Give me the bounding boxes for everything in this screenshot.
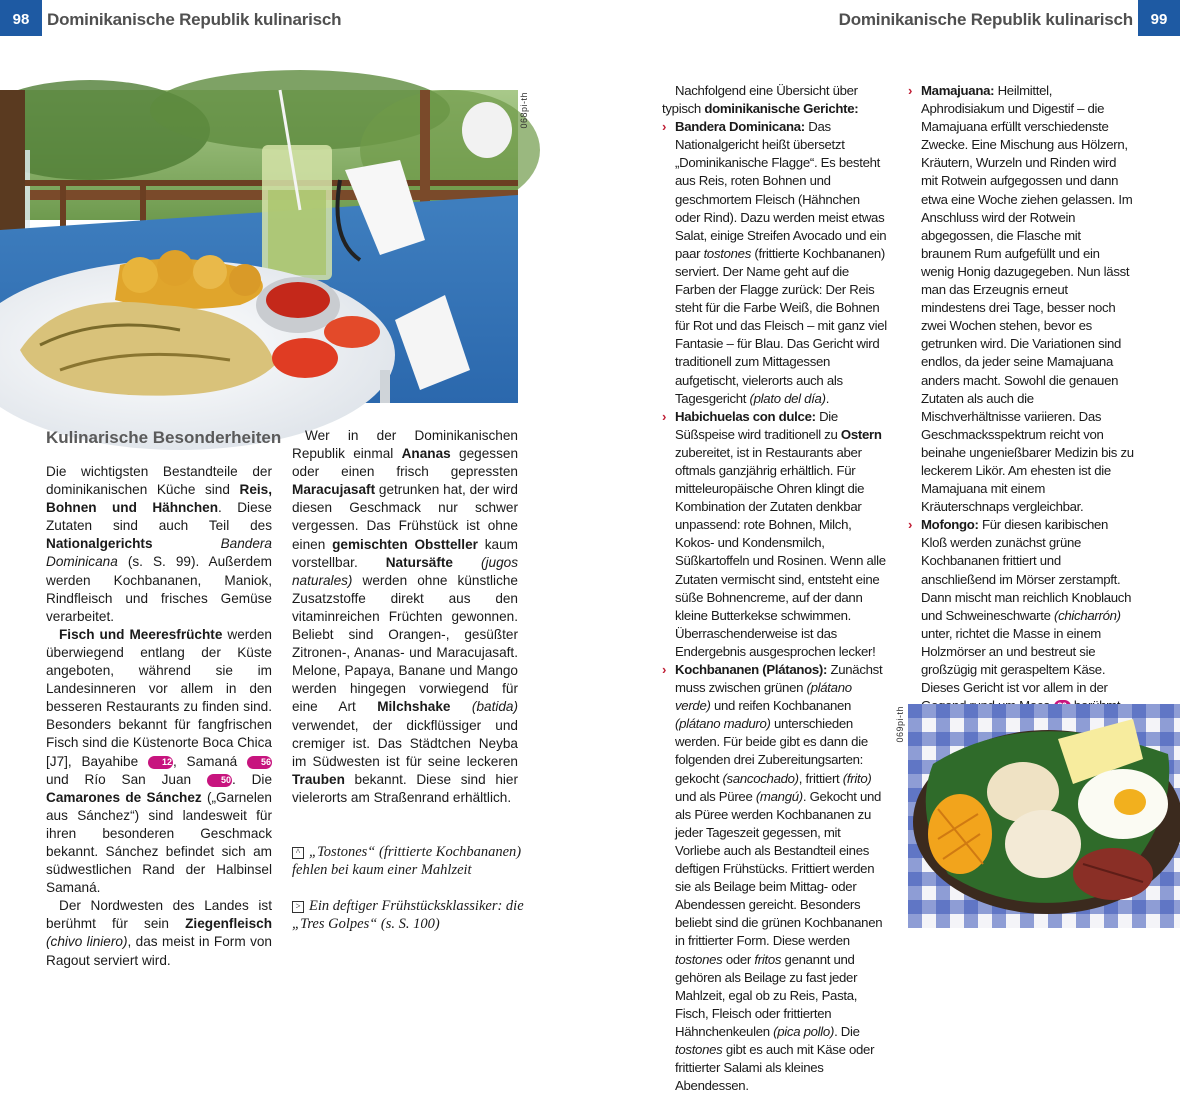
middle-column (292, 427, 518, 807)
list-item: › Mamajuana: Heilmittel, Aphrodisiakum und Digestif – die Mamajuana erfüllt verschiedenste Zwecke. Eine Mischung aus Hölzern, Kräutern, Wurzeln und Rinden wird mit Rotwein aufgegossen und dann etwa eine Woche ziehen gelassen. Im Anschluss wird der Rotwein abgegossen, die Flasche mit braunem Rum aufgefüllt und ein wenig Honig dazugegeben. Nun lässt man das Erzeugnis erneut mindestens drei Tage, besser noch zwei Wochen stehen, bevor es getrunken wird. Die Variationen sind endlos, da jeder seine Mamajuana anders macht. Sowohl die genauen Zutaten als auch die Mischverhältnisse variieren. Das Geschmacksspektrum reicht von beinahe ungenießbarer Medizin bis zu leckerem Likör. Am ehesten ist die Mamajuana mit einem Kräuterschnaps vergleichbar. (908, 83, 1134, 515)
chevron-right-icon: › (662, 408, 667, 424)
paragraph: Der Nordwesten des Landes ist berühmt für sein Ziegenfleisch (chivo liniero), das meist in Form von Ragout serviert wird. (46, 898, 272, 968)
arrow-up-icon: ^ (292, 847, 304, 859)
paragraph: Wer in der Dominikanischen Republik einmal Ananas gegessen oder einen frisch gepressten Maracujasaft getrunken hat, der wird diesen Geschmack nur schwer vergessen. Das Frühstück ist ohne einen gemischten Obstteller kaum vorstellbar. Natursäfte (jugos naturales) werden ohne künstliche Zusatzstoffe direkt aus den vitaminreichen Früchten gewonnen. Beliebt sind Orangen-, gesüßter Zitronen-, Ananas- und Maracujasaft. Melone, Papaya, Banane und Mango werden hingegen vorwiegend für eine Art Milchshake (batida) verwendet, der dickflüssiger und cremiger ist. Das Städtchen Neyba im Südwesten ist für seine leckeren Trauben bekannt. Diese sind hier vielerorts am Straßenrand erhältlich. (292, 428, 519, 805)
photo-tres-golpes (908, 704, 1180, 928)
paragraph: Die wichtigsten Bestandteile der dominikanischen Küche sind Reis, Bohnen und Hähnchen. Diese Zutaten sind auch Teil des Nationalgerichts Bandera Dominicana (s. S. 99). Außerdem werden Kochbananen, Maniok, Rindfleisch und frisches Gemüse verarbeitet. (46, 464, 272, 624)
location-badge: 50 (207, 774, 232, 787)
photo-credit: 069pi-th (895, 706, 905, 743)
arrow-right-icon: > (292, 901, 304, 913)
location-badge: 12 (148, 756, 173, 769)
chevron-right-icon: › (908, 83, 913, 98)
photo-caption-up: ^ „Tostones“ (frittierte Kochbananen) fehlen bei kaum einer Mahlzeit (292, 844, 522, 878)
right-running-title: Dominikanische Republik kulinarisch (838, 10, 1133, 29)
left-page-number: 98 (0, 0, 42, 36)
section-title: Kulinarische Besonderheiten (46, 428, 282, 447)
chevron-right-icon: › (662, 119, 667, 135)
list-item: › Kochbananen (Plátanos): Zunächst muss zwischen grünen (plátano verde) und reifen Kochbananen (plátano maduro) unterschieden werden. Für beide gibt es dann die folgenden drei Zubereitungsarten: gekocht (sancochado), frittiert (frito) und als Püree (mangú). Gekocht und als Püree werden Kochbananen zu jeder Tageszeit gegessen, mit Vorliebe auch als Bestandteil eines deftigen Frühstücks. Frittiert werden sie als Beilage beim Mittag- oder Abendessen gereicht. Besonders beliebt sind die grünen Kochbananen in frittierter Form. Diese werden tostones oder fritos genannt und gehören als Beilage zu fast jeder Mahlzeit, egal ob zu Reis, Pasta, Fisch, Fleisch oder frittierten Hähnchenkeulen (pica pollo). Die tostones gibt es auch mit Käse oder frittierter Salami als kleines Abendessen. (662, 662, 883, 1094)
chevron-right-icon: › (908, 517, 913, 533)
list-item: › Bandera Dominicana: Das Nationalgericht heißt übersetzt „Dominikanische Flagge“. Es besteht aus Reis, roten Bohnen und geschmortem Fleisch (Hähnchen oder Rind). Dazu werden meist etwas Salat, einige Streifen Avocado und ein paar tostones (frittierte Kochbananen) serviert. Der Name geht auf die Farben der Flagge zurück: Der Reis steht für die Farbe Weiß, die Bohnen für Rot und das Fleisch – mit ganz viel Fantasie – für Blau. Das Gericht wird traditionell zum Mittagessen aufgetischt, vielerorts auch als Tagesgericht (plato del día). (662, 119, 887, 406)
list-item: › Habichuelas con dulce: Die Süßspeise wird traditionell zu Ostern zubereitet, ist in Restaurants aber oftmals ganzjährig erhältlich. Für mitteleuropäische Ohren klingt die Kombination der Zutaten denkbar unpassend: rote Bohnen, Milch, Kokos- und Kondensmilch, Süßkartoffeln und Rosinen. Wenn alle Zutaten vermischt sind, entsteht eine süße Bohnencreme, auf der dann kleine Butterkekse schwimmen. Überraschenderweise ist das Endergebnis ausgesprochen lecker! (662, 408, 886, 659)
left-column (46, 463, 272, 970)
paragraph: Fisch und Meeresfrüchte werden überwiegend entlang der Küste angeboten, während sie im Landesinneren vor allem in den besseren Restaurants zu finden sind. Besonders bekannt für fangfrischen Fisch sind die Küstenorte Boca Chica [J7], Bayahibe 12, Samaná 56 und Río San Juan 50. Die Camarones de Sánchez („Garnelen aus Sánchez“) sind landesweit für ihren besonderen Geschmack bekannt. Sánchez befindet sich am südwestlichen Rand der Halbinsel Samaná. (46, 626, 273, 896)
list-item: › Mofongo: Für diesen karibischen Kloß werden zunächst grüne Kochbananen frittiert und anschließend im Mörser zerstampft. Dann mischt man reichlich Knoblauch und Schweineschwarte (chicharrón) unter, richtet die Masse in einem Holzmörser an und bestreut sie großzügig mit geraspeltem Käse. Dieses Gericht ist vor allem in der (908, 516, 1134, 751)
photo-credit: 068pi-th (519, 92, 529, 129)
location-badge: 56 (247, 756, 272, 769)
right-column-b (908, 82, 1134, 751)
photo-caption-right: > Ein deftiger Frühstücksklassiker: die „Tres Golpes“ (s. S. 100) (292, 898, 524, 932)
left-running-title: Dominikanische Republik kulinarisch (47, 10, 342, 29)
intro: Nachfolgend eine Übersicht über typisch dominikanische Gerichte: (662, 83, 859, 117)
right-column-a (662, 82, 888, 1094)
chevron-right-icon: › (662, 662, 667, 677)
photo-tostones (0, 90, 518, 403)
right-page-number: 99 (1138, 0, 1180, 36)
